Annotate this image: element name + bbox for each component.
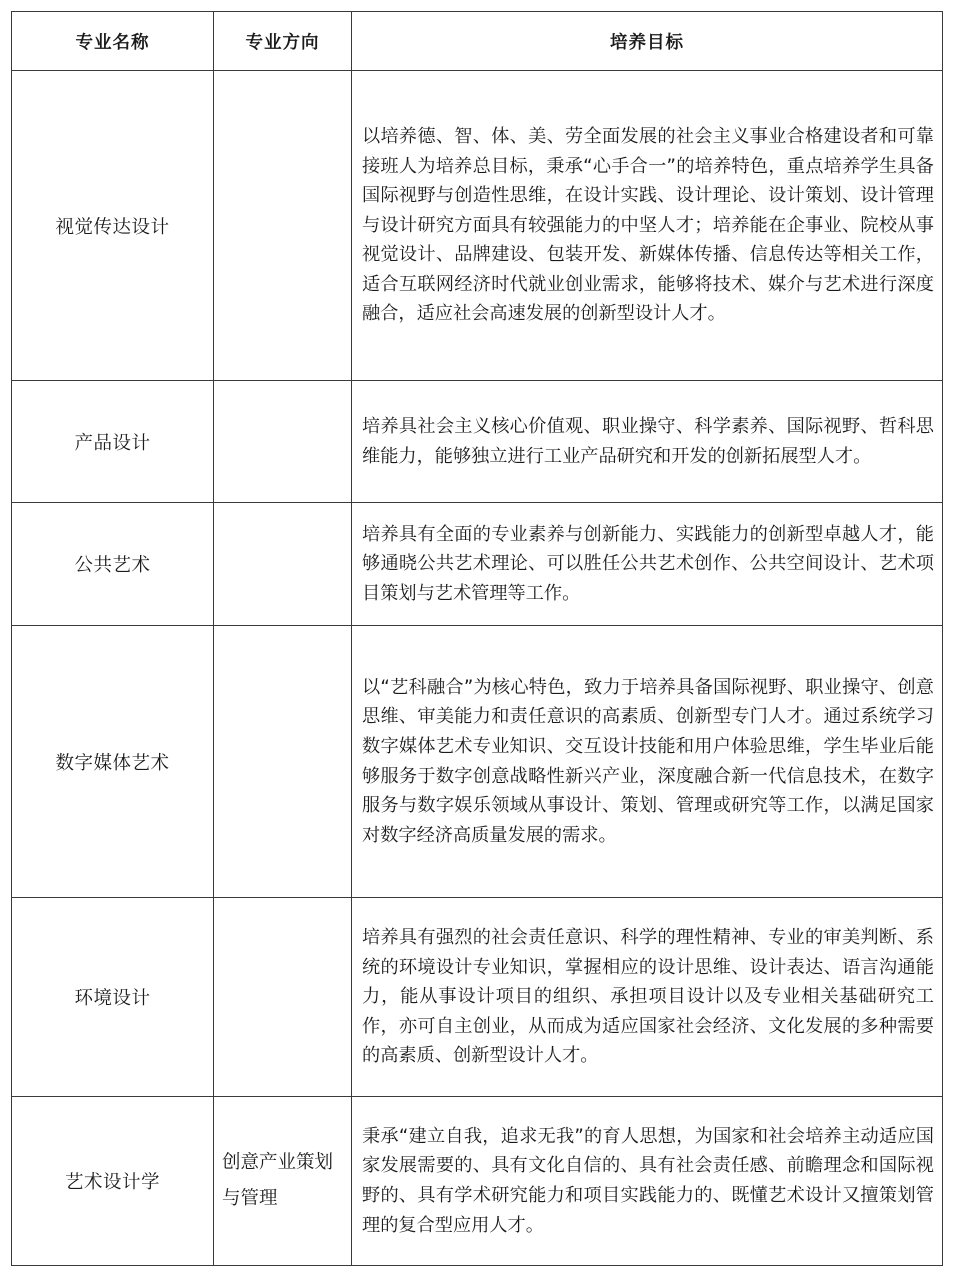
training-goal: 以“艺科融合”为核心特色，致力于培养具备国际视野、职业操守、创意思维、审美能力和责任意识的高素质、创新型专门人才。通过系统学习数字媒体艺术专业知识、交互设计技能和用户体验思维，学生毕业后能够服务于数字创意战略性新兴产业，深度融合新一代信息技术，在数字服务与数字娱乐领域从事设计、策划、管理或研究等工作，以满足国家对数字经济高质量发展的需求。 bbox=[352, 626, 943, 898]
table-row bbox=[12, 381, 943, 503]
table-row bbox=[12, 503, 943, 626]
document-page bbox=[11, 11, 942, 1266]
training-goal: 培养具有强烈的社会责任意识、科学的理性精神、专业的审美判断、系统的环境设计专业知识，掌握相应的设计思维、设计表达、语言沟通能力，能从事设计项目的组织、承担项目设计以及专业相关基础研究工作，亦可自主创业，从而成为适应国家社会经济、文化发展的多种需要的高素质、创新型设计人才。 bbox=[352, 898, 943, 1097]
training-goal: 秉承“建立自我，追求无我”的育人思想，为国家和社会培养主动适应国家发展需要的、具有文化自信的、具有社会责任感、前瞻理念和国际视野的、具有学术研究能力和项目实践能力的、既懂艺术设计又擅策划管理的复合型应用人才。 bbox=[352, 1097, 943, 1266]
major-direction bbox=[214, 898, 352, 1097]
major-direction bbox=[214, 71, 352, 381]
header-direction: 专业方向 bbox=[214, 12, 352, 71]
major-name: 产品设计 bbox=[12, 381, 214, 503]
training-goal: 培养具有全面的专业素养与创新能力、实践能力的创新型卓越人才，能够通晓公共艺术理论、可以胜任公共艺术创作、公共空间设计、艺术项目策划与艺术管理等工作。 bbox=[352, 503, 943, 626]
major-direction: 创意产业策划与管理 bbox=[214, 1097, 352, 1266]
table-header-row bbox=[12, 12, 943, 71]
major-direction bbox=[214, 626, 352, 898]
table-row bbox=[12, 1097, 943, 1266]
header-major: 专业名称 bbox=[12, 12, 214, 71]
major-direction bbox=[214, 381, 352, 503]
table-row bbox=[12, 71, 943, 381]
major-name: 视觉传达设计 bbox=[12, 71, 214, 381]
majors-table bbox=[11, 11, 943, 1266]
major-name: 数字媒体艺术 bbox=[12, 626, 214, 898]
major-name: 艺术设计学 bbox=[12, 1097, 214, 1266]
training-goal: 以培养德、智、体、美、劳全面发展的社会主义事业合格建设者和可靠接班人为培养总目标，秉承“心手合一”的培养特色，重点培养学生具备国际视野与创造性思维，在设计实践、设计理论、设计策划、设计管理与设计研究方面具有较强能力的中坚人才；培养能在企事业、院校从事视觉设计、品牌建设、包装开发、新媒体传播、信息传达等相关工作，适合互联网经济时代就业创业需求，能够将技术、媒介与艺术进行深度融合，适应社会高速发展的创新型设计人才。 bbox=[352, 71, 943, 381]
training-goal: 培养具社会主义核心价值观、职业操守、科学素养、国际视野、哲科思维能力，能够独立进行工业产品研究和开发的创新拓展型人才。 bbox=[352, 381, 943, 503]
major-direction bbox=[214, 503, 352, 626]
major-name: 环境设计 bbox=[12, 898, 214, 1097]
table-row bbox=[12, 626, 943, 898]
major-name: 公共艺术 bbox=[12, 503, 214, 626]
header-goal: 培养目标 bbox=[352, 12, 943, 71]
table-row bbox=[12, 898, 943, 1097]
